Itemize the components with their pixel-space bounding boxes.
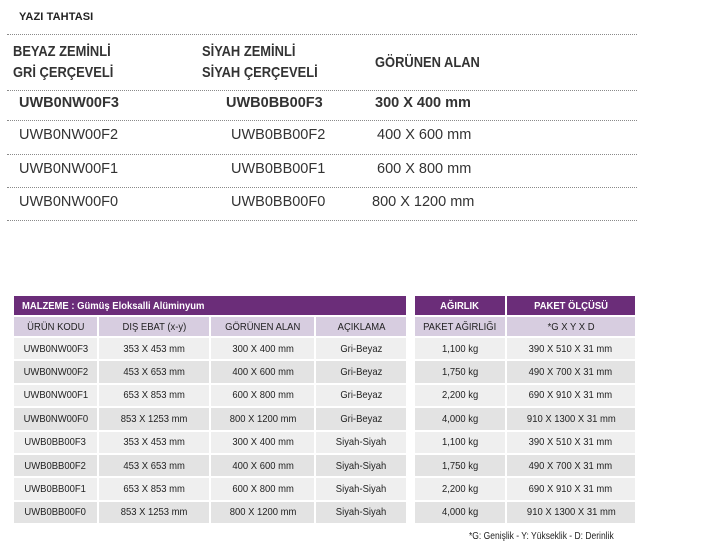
divider xyxy=(7,120,637,121)
table-row: 1,100 kg 390 X 510 X 31 mm xyxy=(415,432,635,453)
table-row: 2,200 kg 690 X 910 X 31 mm xyxy=(415,478,635,499)
header-alan: GÖRÜNEN ALAN xyxy=(375,54,480,71)
top-row-beyaz: UWB0NW00F3 xyxy=(19,95,119,111)
divider xyxy=(7,34,637,35)
table-row: 1,750 kg 490 X 700 X 31 mm xyxy=(415,455,635,476)
table-row: UWB0NW00F0 853 X 1253 mm 800 X 1200 mm Gri-Beyaz xyxy=(14,408,406,429)
table-row: UWB0NW00F3 353 X 453 mm 300 X 400 mm Gri-Beyaz xyxy=(14,338,406,359)
divider xyxy=(7,220,637,221)
top-row-siyah: UWB0BB00F0 xyxy=(231,194,326,210)
table-row: UWB0BB00F3 353 X 453 mm 300 X 400 mm Siyah-Siyah xyxy=(14,432,406,453)
material-header: MALZEME : Gümüş Eloksalli Alüminyum xyxy=(14,296,406,315)
col-header: PAKET AĞIRLIĞI xyxy=(415,317,505,336)
header-siyah-line2: SİYAH ÇERÇEVELİ xyxy=(202,64,318,81)
weight-header: AĞIRLIK xyxy=(415,296,505,315)
table-row: UWB0BB00F2 453 X 653 mm 400 X 600 mm Siyah-Siyah xyxy=(14,455,406,476)
spec-table xyxy=(12,294,408,525)
top-row-siyah: UWB0BB00F1 xyxy=(231,161,326,177)
col-header: DIŞ EBAT (x-y) xyxy=(99,317,209,336)
col-header: AÇIKLAMA xyxy=(316,317,406,336)
table-row: UWB0NW00F1 653 X 853 mm 600 X 800 mm Gri-Beyaz xyxy=(14,385,406,406)
table-row: UWB0NW00F2 453 X 653 mm 400 X 600 mm Gri-Beyaz xyxy=(14,361,406,382)
top-row-siyah: UWB0BB00F3 xyxy=(226,95,323,111)
header-siyah xyxy=(202,41,318,83)
col-header: ÜRÜN KODU xyxy=(14,317,97,336)
table-row: UWB0BB00F0 853 X 1253 mm 800 X 1200 mm Siyah-Siyah xyxy=(14,502,406,523)
header-beyaz xyxy=(13,41,113,83)
top-row-alan: 800 X 1200 mm xyxy=(372,194,475,210)
header-beyaz-line1: BEYAZ ZEMİNLİ xyxy=(13,43,111,60)
table-row: 4,000 kg 910 X 1300 X 31 mm xyxy=(415,408,635,429)
top-row-beyaz: UWB0NW00F0 xyxy=(19,194,119,210)
col-header: GÖRÜNEN ALAN xyxy=(211,317,314,336)
col-header: *G X Y X D xyxy=(507,317,635,336)
top-row-alan: 600 X 800 mm xyxy=(377,161,472,177)
footnote: *G: Genişlik - Y: Yükseklik - D: Derinlik xyxy=(469,531,614,542)
table-row: 2,200 kg 690 X 910 X 31 mm xyxy=(415,385,635,406)
top-row-alan: 400 X 600 mm xyxy=(377,127,472,143)
top-row-beyaz: UWB0NW00F2 xyxy=(19,127,119,143)
table-row: 1,100 kg 390 X 510 X 31 mm xyxy=(415,338,635,359)
pack-table xyxy=(413,294,637,525)
divider xyxy=(7,90,637,91)
section-title: YAZI TAHTASI xyxy=(19,11,94,23)
table-row: 4,000 kg 910 X 1300 X 31 mm xyxy=(415,502,635,523)
top-row-alan: 300 X 400 mm xyxy=(375,95,471,111)
table-row: UWB0BB00F1 653 X 853 mm 600 X 800 mm Siyah-Siyah xyxy=(14,478,406,499)
header-siyah-line1: SİYAH ZEMİNLİ xyxy=(202,43,296,60)
top-row-beyaz: UWB0NW00F1 xyxy=(19,161,119,177)
divider xyxy=(7,154,637,155)
divider xyxy=(7,187,637,188)
pack-header: PAKET ÖLÇÜSÜ xyxy=(507,296,635,315)
table-row: 1,750 kg 490 X 700 X 31 mm xyxy=(415,361,635,382)
top-row-siyah: UWB0BB00F2 xyxy=(231,127,326,143)
header-beyaz-line2: GRİ ÇERÇEVELİ xyxy=(13,64,114,81)
